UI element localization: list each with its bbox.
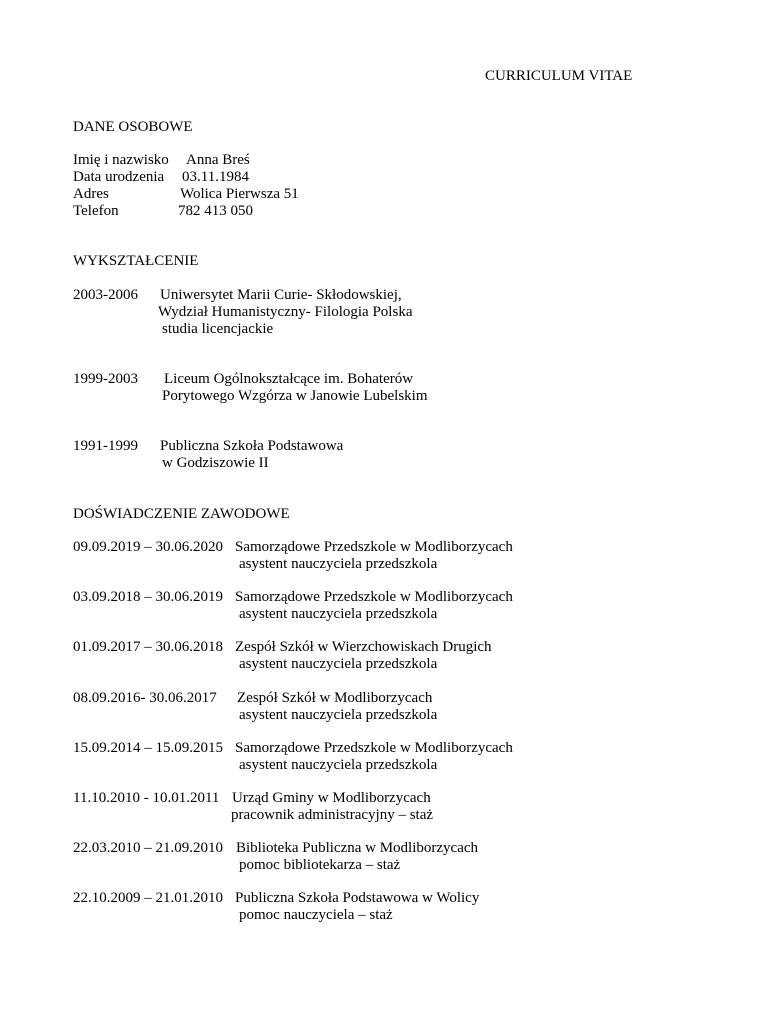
section-heading-experience: DOŚWIADCZENIE ZAWODOWE	[73, 506, 290, 522]
experience-period: 01.09.2017 – 30.06.2018	[73, 639, 223, 655]
section-heading-education: WYKSZTAŁCENIE	[73, 253, 199, 269]
experience-employer: Biblioteka Publiczna w Modliborzycach	[236, 840, 479, 856]
experience-employer: Samorządowe Przedszkole w Modliborzycach	[235, 589, 513, 605]
document-title: CURRICULUM VITAE	[485, 68, 633, 84]
experience-role: pracownik administracyjny – staż	[231, 807, 434, 823]
experience-role: pomoc bibliotekarza – staż	[239, 857, 401, 873]
experience-role: asystent nauczyciela przedszkola	[239, 556, 438, 572]
experience-employer: Zespół Szkół w Wierzchowiskach Drugich	[235, 639, 492, 655]
experience-employer: Zespół Szkół w Modliborzycach	[237, 690, 433, 706]
education-line: Porytowego Wzgórza w Janowie Lubelskim	[162, 388, 428, 404]
experience-period: 09.09.2019 – 30.06.2020	[73, 539, 223, 555]
experience-employer: Urząd Gminy w Modliborzycach	[232, 790, 431, 806]
experience-employer: Samorządowe Przedszkole w Modliborzycach	[235, 740, 513, 756]
education-line: Liceum Ogólnokształcące im. Bohaterów	[164, 371, 414, 387]
personal-value-address: Wolica Pierwsza 51	[180, 186, 299, 202]
experience-period: 22.10.2009 – 21.01.2010	[73, 890, 223, 906]
experience-employer: Publiczna Szkoła Podstawowa w Wolicy	[235, 890, 480, 906]
experience-period: 22.03.2010 – 21.09.2010	[73, 840, 223, 856]
experience-role: asystent nauczyciela przedszkola	[239, 606, 438, 622]
education-line: w Godziszowie II	[162, 455, 269, 471]
personal-value-name: Anna Breś	[186, 152, 250, 168]
experience-role: asystent nauczyciela przedszkola	[239, 656, 438, 672]
education-line: studia licencjackie	[162, 321, 274, 337]
experience-role: asystent nauczyciela przedszkola	[239, 707, 438, 723]
personal-label-address: Adres	[73, 186, 109, 202]
education-years: 1999-2003	[73, 371, 138, 387]
section-heading-personal: DANE OSOBOWE	[73, 119, 193, 135]
education-line: Uniwersytet Marii Curie- Skłodowskiej,	[160, 287, 402, 303]
personal-label-birthdate: Data urodzenia	[73, 169, 165, 185]
experience-period: 11.10.2010 - 10.01.2011	[73, 790, 220, 806]
personal-value-birthdate: 03.11.1984	[182, 169, 249, 185]
personal-value-phone: 782 413 050	[178, 203, 253, 219]
experience-role: asystent nauczyciela przedszkola	[239, 757, 438, 773]
education-years: 2003-2006	[73, 287, 138, 303]
experience-period: 15.09.2014 – 15.09.2015	[73, 740, 223, 756]
personal-label-name: Imię i nazwisko	[73, 152, 169, 168]
education-line: Wydział Humanistyczny- Filologia Polska	[158, 304, 413, 320]
experience-period: 03.09.2018 – 30.06.2019	[73, 589, 223, 605]
education-years: 1991-1999	[73, 438, 138, 454]
personal-label-phone: Telefon	[73, 203, 119, 219]
experience-role: pomoc nauczyciela – staż	[239, 907, 393, 923]
education-line: Publiczna Szkoła Podstawowa	[160, 438, 344, 454]
experience-employer: Samorządowe Przedszkole w Modliborzycach	[235, 539, 513, 555]
experience-period: 08.09.2016- 30.06.2017	[73, 690, 217, 706]
